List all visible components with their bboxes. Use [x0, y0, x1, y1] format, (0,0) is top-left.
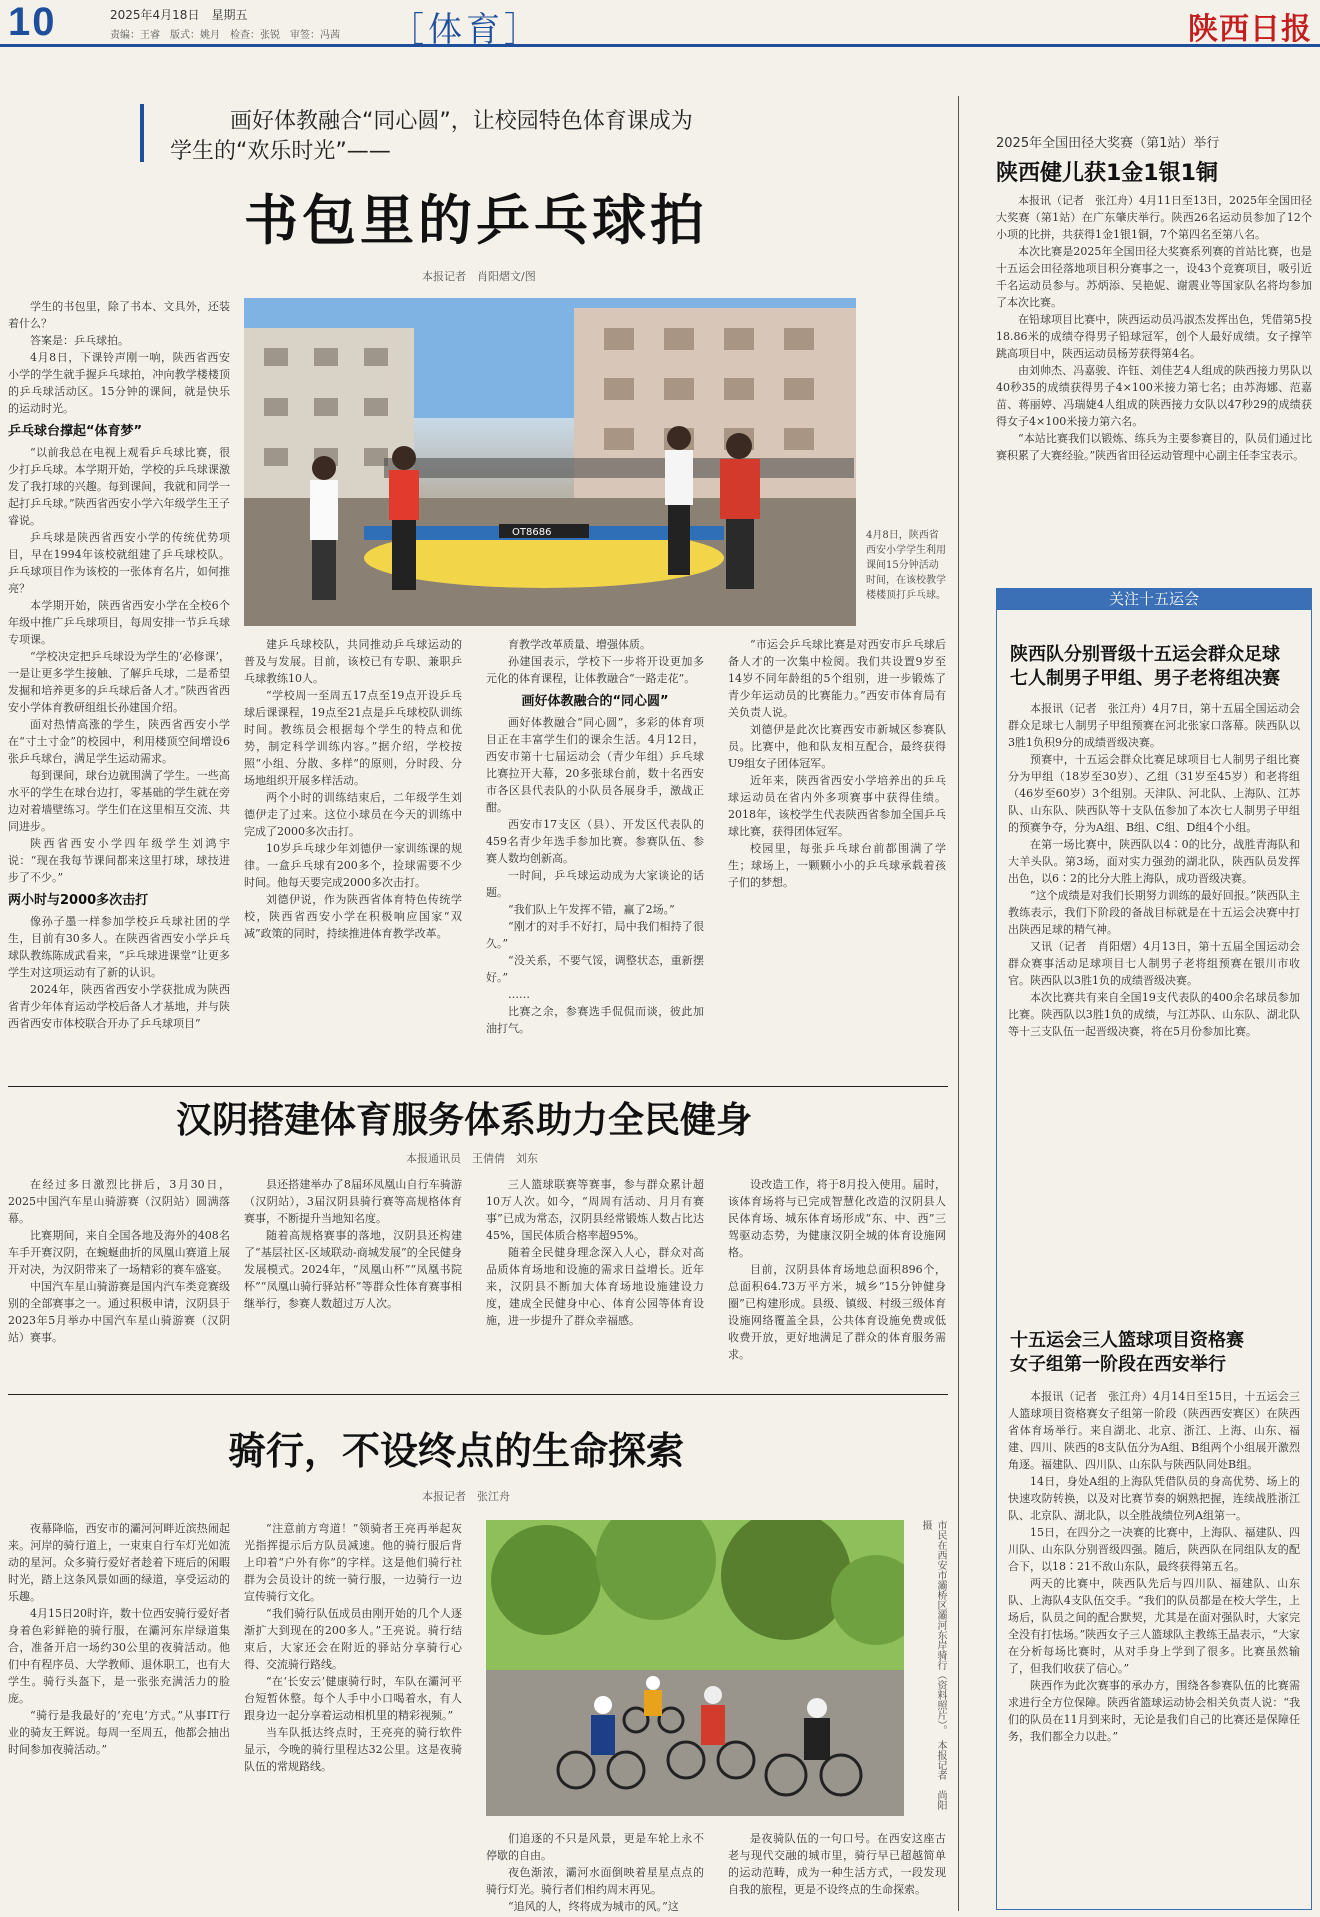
- section-band: 关注十五运会: [996, 588, 1312, 610]
- divider: [8, 1394, 948, 1395]
- paragraph: 面对热情高涨的学生，陕西省西安小学在“寸土寸金”的校园中，利用楼顶空间增设6张乒乓球台，满足学生运动需求。: [8, 718, 230, 765]
- paragraph: 陕西作为此次赛事的承办方，围绕各参赛队伍的比赛需求进行全方位保障。陕西省篮球运动协会相关负责人说：“我们的队员在11月到来时，无论是我们自己的比赛还是保障任务，我们都全力以赴。”: [1008, 1679, 1300, 1743]
- paragraph: 画好体教融合“同心圆”，多彩的体育项目正在丰富学生们的课余生活。4月12日，西安市第十七届运动会（青少年组）乒乓球比赛拉开大幕，20多张球台前，数十名西安市各区县代表队的小队员各展身手，激战正酣。: [486, 716, 704, 814]
- paragraph: 像孙子墨一样参加学校乒乓球社团的学生，目前有30多人。在陕西省西安小学乒乓球队教练陈成武看来，“乒乓球进课堂”让更多学生对这项运动有了新的认识。: [8, 915, 230, 979]
- paragraph: 本报讯（记者 张江舟）4月14日至15日，十五运会三人篮球项目资格赛女子组第一阶段（陕西西安赛区）在陕西省体育场举行。来自湖北、北京、浙江、上海、山东、福建、四川、陕西的8支队伍分为A组、B组两个小组展开激烈角逐。福建队、四川队、山东队与陕西队同处B组。: [1008, 1390, 1300, 1471]
- paragraph: 随着全民健身理念深入人心，群众对高品质体育场地和设施的需求日益增长。近年来，汉阴县不断加大体育场地设施建设力度，建成全民健身中心、体育公园等体育设施，进一步提升了群众幸福感。: [486, 1246, 704, 1327]
- paragraph: 预赛中，十五运会群众比赛足球项目七人制男子组比赛分为甲组（18岁至30岁）、乙组（31岁至45岁）和老将组（46岁至60岁）3个组别。天津队、河北队、上海队、江苏队、山东队、陕西队等十支队伍参加了本次七人制男子甲组的预赛争夺，分为A组、B组、C组、D组4个小组。: [1008, 753, 1300, 834]
- paragraph: “我们骑行队伍成员由刚开始的几个人逐渐扩大到现在的200多人。”王亮说。骑行结束后，大家还会在附近的驿站分享骑行心得、交流骑行路线。: [244, 1607, 462, 1671]
- paragraph: 三人篮球联赛等赛事，参与群众累计超10万人次。如今，“周周有活动、月月有赛事”已成为常态，汉阴县经常锻炼人数占比达45%，国民体质合格率超95%。: [486, 1178, 704, 1242]
- paragraph: “学校决定把乒乓球设为学生的‘必修课’，一是让更多学生接触、了解乒乓球，二是希望发掘和培养更多的乒乓球后备人才。”陕西省西安小学体育教研组组长孙建国介绍。: [8, 650, 230, 714]
- page-number: 10: [8, 0, 57, 44]
- cycling-col-1: [8, 1520, 230, 1915]
- paragraph: 10岁乒乓球少年刘德伊一家训练课的规律。一盒乒乓球有200多个，捡球需要不少时间。他每天要完成2000多次击打。: [244, 842, 462, 889]
- lead-col-4: [728, 636, 946, 1066]
- paragraph: “本站比赛我们以锻炼、练兵为主要参赛目的，队员们通过比赛积累了大赛经验。”陕西省田径运动管理中心副主任李宝表示。: [996, 432, 1312, 462]
- cycling-photo-image: [486, 1520, 904, 1816]
- paragraph: “学校周一至周五17点至19点开设乒乓球后课课程，19点至21点是乒乓球校队训练时间。教练员会根据每个学生的特点和优势，制定科学训练内容。”据介绍，学校按照“小组、分散、多样”的原则，分时段、分场地组织开展多样活动。: [244, 689, 462, 787]
- lead-kicker-2: 学生的“欢乐时光”——: [170, 139, 391, 164]
- kicker-bar: [140, 104, 144, 162]
- paragraph: 县还搭建举办了8届环凤凰山自行车骑游（汉阴站），3届汉阴县骑行赛等高规格体育赛事，不断提升当地知名度。: [244, 1178, 462, 1225]
- section-title: ［体育］: [390, 10, 542, 50]
- paragraph: 本学期开始，陕西省西安小学在全校6个年级中推广乒乓球项目，每周安排一节乒乓球专项课。: [8, 599, 230, 646]
- paragraph: 2024年，陕西省西安小学获批成为陕西省青少年体育运动学校后备人才基地，并与陕西省西安市体校联合开办了乒乓球项目”: [8, 983, 230, 1030]
- lead-kicker-1: 画好体教融合“同心圆”，让校园特色体育课成为: [230, 109, 693, 134]
- subhead: 乒乓球台撑起“体育梦”: [8, 424, 143, 439]
- newspaper-logo: 陕西日报: [1188, 12, 1312, 47]
- paragraph: 建乒乓球校队，共同推动乒乓球运动的普及与发展。目前，该校已有专职、兼职乒乓球教练10人。: [244, 638, 462, 685]
- hanyin-col-2: [244, 1176, 462, 1382]
- hanyin-col-3: [486, 1176, 704, 1382]
- cycling-headline: 骑行，不设终点的生命探索: [228, 1429, 685, 1473]
- paragraph: 每到课间，球台边就围满了学生。一些高水平的学生在球台边打，零基础的学生就在旁边对着墙壁练习。学生们在这里相互交流、共同进步。: [8, 769, 230, 833]
- paragraph: “我们队上午发挥不错，赢了2场。”: [508, 903, 675, 916]
- paragraph: 学生的书包里，除了书本、文具外，还装着什么？: [8, 300, 230, 330]
- paragraph: 本次比赛共有来自全国19支代表队的400余名球员参加比赛。陕西队以3胜1负的成绩，与江苏队、山东队、湖北队等十三支队伍一起晋级决赛，将在5月份参加比赛。: [1008, 991, 1300, 1038]
- paragraph: 15日，在四分之一决赛的比赛中，上海队、福建队、四川队、山东队分别晋级四强。随后，陕西队在同组队友的配合下，以18∶21不敌山东队，最终获得第五名。: [1008, 1526, 1300, 1573]
- lead-col-3: [486, 636, 704, 1066]
- cycling-photo-caption: 市民在西安市灞桥区灞河东岸骑行（资料照片）。 本报记者 尚阳摄: [920, 1520, 946, 1810]
- story1-kicker: 2025年全国田径大奖赛（第1站）举行: [996, 136, 1220, 151]
- paragraph: 夜幕降临，西安市的灞河河畔近滨热闹起来。河岸的骑行道上，一束束自行车灯光如流动的星河。众多骑行爱好者趁着下班后的闲暇时光，踏上这条风景如画的绿道，享受运动的乐趣。: [8, 1522, 230, 1603]
- paragraph: “市运会乒乓球比赛是对西安市乒乓球后备人才的一次集中检阅。我们共设置9岁至14岁不同年龄组的5个组别，进一步锻炼了青少年运动员的比赛能力。”西安市体育局有关负责人说。: [728, 638, 946, 719]
- paragraph: 由刘帅杰、冯嘉骏、许钰、刘佳艺4人组成的陕西接力男队以40秒35的成绩获得男子4×100米接力第七名；由苏海娜、范嘉苗、蒋丽婷、冯瑞婕4人组成的陕西接力女队以47秒29的成绩获得女子4×100米接力第六名。: [996, 364, 1312, 428]
- paragraph: “骑行是我最好的‘充电’方式。”从事IT行业的骑友王辉说。每周一至周五，他都会抽出时间参加夜骑活动。”: [8, 1709, 230, 1756]
- lead-photo-caption: 4月8日，陕西省西安小学学生利用课间15分钟活动时间，在该校教学楼楼顶打乒乓球。: [866, 530, 946, 601]
- hanyin-headline: 汉阴搭建体育服务体系助力全民健身: [176, 1100, 753, 1141]
- paragraph: 当车队抵达终点时，王亮亮的骑行软件显示，今晚的骑行里程达32公里。这是夜骑队伍的常规路线。: [244, 1726, 462, 1773]
- hanyin-col-1: [8, 1176, 230, 1382]
- paragraph: 随着高规格赛事的落地，汉阴县还构建了“基层社区-区域联动-商城发展”的全民健身发展模式。2024年，“凤凰山杯”“凤凰书院杯”“凤凰山骑行驿站杯”等群众性体育赛事相继举行，参赛人数超过万人次。: [244, 1229, 462, 1310]
- paragraph: 刘德伊说，作为陕西省体育特色传统学校，陕西省西安小学在积极响应国家“双减”政策的同时，持续推进体育教学改革。: [244, 893, 462, 940]
- paragraph: 一时间，乒乓球运动成为大家谈论的话题。: [486, 869, 704, 899]
- divider: [8, 1086, 948, 1087]
- paragraph: 本次比赛是2025年全国田径大奖赛系列赛的首站比赛，也是十五运会田径落地项目积分赛事之一，设43个竞赛项目，吸引近千名运动员参与。苏炳添、吴艳妮、谢震业等国家队名将均参加了本次比赛。: [996, 245, 1312, 309]
- story3-headline-1: 十五运会三人篮球项目资格赛: [1010, 1330, 1244, 1351]
- paragraph: 目前，汉阴县体育场地总面积896个，总面积64.73万平方米，城乡“15分钟健身圈”已构建形成。县级、镇级、村级三级体育设施网络覆盖全县，公共体育设施免费或低收费开放，更好地满足了群众的体育服务需求。: [728, 1263, 946, 1361]
- paragraph: “刚才的对手不好打，局中我们相持了很久。”: [486, 920, 704, 950]
- cycling-byline: 本报记者 张江舟: [422, 1490, 510, 1503]
- cycling-col-2: [244, 1520, 462, 1915]
- subhead: 两小时与2000多次击打: [8, 893, 149, 908]
- paragraph: 两天的比赛中，陕西队先后与四川队、福建队、山东队、上海队4支队伍交手。“我们的队员都是在校大学生，上场后，队员之间的配合默契，尤其是在面对强队时，大家完全没有打怯场。”陕西女子三人篮球队主教练王晶表示，“大家在分析每场比赛时，从对手身上学到了很多。比赛虽然输了，但我们收获了信心。”: [1008, 1577, 1300, 1675]
- paragraph: 育教学改革质量、增强体质。: [508, 638, 651, 651]
- table-tennis-photo: [244, 298, 856, 626]
- hanyin-byline: 本报通讯员 王倩倩 刘东: [406, 1152, 538, 1165]
- sidebar-rule: [958, 96, 959, 1911]
- lead-byline: 本报记者 肖阳熠文/图: [422, 270, 536, 283]
- paragraph: 西安市17支区（县）、开发区代表队的459名青少年选手参加比赛。参赛队伍、参赛人数均创新高。: [486, 818, 704, 865]
- paragraph: ……: [508, 988, 530, 1001]
- paragraph: “在‘长安云’健康骑行时，车队在灞河平台短暂休整。每个人手中小口喝着水，有人跟身边一起分享着运动相机里的精彩视频。”: [244, 1675, 462, 1722]
- paragraph: 14日，身处A组的上海队凭借队员的身高优势、场上的快速攻防转换，以及对比赛节奏的娴熟把握，连续战胜浙江队、北京队、湖北队，以全胜战绩位列A组第一。: [1008, 1475, 1300, 1522]
- paragraph: 刘德伊是此次比赛西安市新城区参赛队员。比赛中，他和队友相互配合，最终获得U9组女子团体冠军。: [728, 723, 946, 770]
- paragraph: 比赛期间，来自全国各地及海外的408名车手开赛汉阴，在蜿蜒曲折的凤凰山赛道上展开对决，为汉阴带来了一场精彩的赛车盛宴。: [8, 1229, 230, 1276]
- paragraph: “追风的人，终将成为城市的风。”这: [508, 1900, 679, 1913]
- paragraph: 校园里，每张乒乓球台前都围满了学生；球场上，一颗颗小小的乒乓球承载着孩子们的梦想。: [728, 842, 946, 889]
- issue-date: 2025年4月18日 星期五: [110, 8, 248, 22]
- paragraph: 是夜骑队伍的一句口号。在西安这座古老与现代交融的城市里，骑行早已超越简单的运动范畴，成为一种生活方式，一段发现自我的旅程，更是不设终点的生命探索。: [728, 1832, 946, 1896]
- paragraph: “注意前方弯道！”领骑者王亮再举起灰光指挥提示后方队员减速。他的骑行服后背上印着“户外有你”的字样。这是他们骑行社群为会员设计的统一骑行服，一边骑行一边宣传骑行文化。: [244, 1522, 462, 1603]
- paragraph: “以前我总在电视上观看乒乓球比赛，很少打乒乓球。本学期开始，学校的乒乓球课激发了我打球的兴趣。每到课间，我就和同学一起打乒乓球。”陕西省西安小学六年级学生王子睿说。: [8, 446, 230, 527]
- paragraph: 陕西省西安小学四年级学生刘鸿宇说：“现在我每节课间都来这里打球，球技进步了不少。”: [8, 837, 230, 884]
- paragraph: 4月8日，下课铃声刚一响，陕西省西安小学的学生就手握乒乓球拍，冲向教学楼楼顶的乒乓球活动区。15分钟的课间，就是快乐的运动时光。: [8, 351, 230, 415]
- paragraph: 夜色渐浓，灞河水面倒映着星星点点的骑行灯光。骑行者们相约周末再见。: [486, 1866, 704, 1896]
- story1-body: [996, 192, 1312, 582]
- story2-body: [1008, 700, 1300, 1290]
- cycling-col-4: [728, 1830, 946, 1915]
- paragraph: 本报讯（记者 张江舟）4月7日，第十五届全国运动会群众足球七人制男子甲组预赛在河北张家口落幕。陕西队以3胜1负积9分的成绩晋级决赛。: [1008, 702, 1300, 749]
- paragraph: 比赛之余，参赛选手侃侃而谈，彼此加油打气。: [486, 1005, 704, 1035]
- hanyin-col-4: [728, 1176, 946, 1382]
- subhead: 画好体教融合的“同心圆”: [521, 694, 669, 709]
- paragraph: “没关系，不要气馁，调整状态，重新摆好。”: [486, 954, 704, 984]
- story3-body: [1008, 1388, 1300, 1902]
- paragraph: 两个小时的训练结束后，二年级学生刘德伊走了过来。这位小球员在今天的训练中完成了2000多次击打。: [244, 791, 462, 838]
- paragraph: “这个成绩是对我们长期努力训练的最好回报。”陕西队主教练表示，我们下阶段的备战目标就是在十五运会决赛中打出陕西足球的精气神。: [1008, 889, 1300, 936]
- paragraph: 本报讯（记者 张江舟）4月11日至13日，2025年全国田径大奖赛（第1站）在广东肇庆举行。陕西26名运动员参加了12个小项的比拼，共获得1金1银1铜，7个第四名至第八名。: [996, 194, 1312, 241]
- paragraph: 中国汽车星山骑游赛是国内汽车类竞赛级别的全部赛事之一。通过积极申请，汉阴县于2023年5月举办中国汽车星山骑游赛（汉阴站）赛事。: [8, 1280, 230, 1344]
- lead-photo: [244, 298, 856, 626]
- paragraph: 4月15日20时许，数十位西安骑行爱好者身着色彩鲜艳的骑行服，在灞河东岸绿道集合，准备开启一场约30公里的夜骑活动。他们中有程序员、大学教师、退休职工，也有大学生。骑行头盔下，是一张张充满活力的脸庞。: [8, 1607, 230, 1705]
- editor-credits: 责编：王睿 版式：姚月 检查：张锐 审签：冯茜: [110, 30, 340, 41]
- paragraph: 又讯（记者 肖阳熠）4月13日，第十五届全国运动会群众赛事活动足球项目七人制男子老将组预赛在银川市收官。陕西队以3胜1负的成绩晋级决赛。: [1008, 940, 1300, 987]
- lead-col-1: [8, 298, 230, 1118]
- story1-headline: 陕西健儿获1金1银1铜: [996, 161, 1218, 186]
- story3-headline-2: 女子组第一阶段在西安举行: [1010, 1354, 1226, 1375]
- paragraph: 在铅球项目比赛中，陕西运动员冯淑杰发挥出色，凭借第5投18.86米的成绩夺得男子铅球冠军，创个人最好成绩。女子撑竿跳高项目中，陕西运动员杨芳获得第4名。: [996, 313, 1312, 360]
- paragraph: 近年来，陕西省西安小学培养出的乒乓球运动员在省内外多项赛事中获得佳绩。2018年，该校学生代表陕西省参加全国乒乓球比赛，获得团体冠军。: [728, 774, 946, 838]
- paragraph: 乒乓球是陕西省西安小学的传统优势项目，早在1994年该校就组建了乒乓球校队。乒乓球项目作为该校的一张体育名片，如何推亮？: [8, 531, 230, 595]
- cycling-photo: [486, 1520, 904, 1816]
- paragraph: 设改造工作，将于8月投入使用。届时，该体育场将与已完成智慧化改造的汉阴县人民体育场、城东体育场形成“东、中、西”三驾驱动态势，为健康汉阴全城的体育设施网格。: [728, 1178, 946, 1259]
- paragraph: 答案是：乒乓球拍。: [30, 334, 129, 347]
- paragraph: 在第一场比赛中，陕西队以4∶0的比分，战胜青海队和大羊头队。第3场，面对实力强劲的湖北队，陕西队员发挥出色，以6∶2的比分大胜上海队，成功晋级决赛。: [1008, 838, 1300, 885]
- lead-headline: 书包里的乒乓球拍: [244, 189, 708, 252]
- lead-col-2: [244, 636, 462, 1066]
- story2-headline-2: 七人制男子甲组、男子老将组决赛: [1010, 668, 1280, 689]
- paragraph: 孙建国表示，学校下一步将开设更加多元化的体育课程，让体教融合“一路走花”。: [486, 655, 704, 685]
- cycling-col-3: [486, 1830, 704, 1915]
- story2-headline-1: 陕西队分别晋级十五运会群众足球: [1010, 644, 1280, 665]
- paragraph: 们追逐的不只是风景，更是车轮上永不停歇的自由。: [486, 1832, 704, 1862]
- paragraph: 在经过多日激烈比拼后，3月30日，2025中国汽车星山骑游赛（汉阴站）圆满落幕。: [8, 1178, 230, 1225]
- svg-text:OT8686: OT8686: [512, 527, 552, 538]
